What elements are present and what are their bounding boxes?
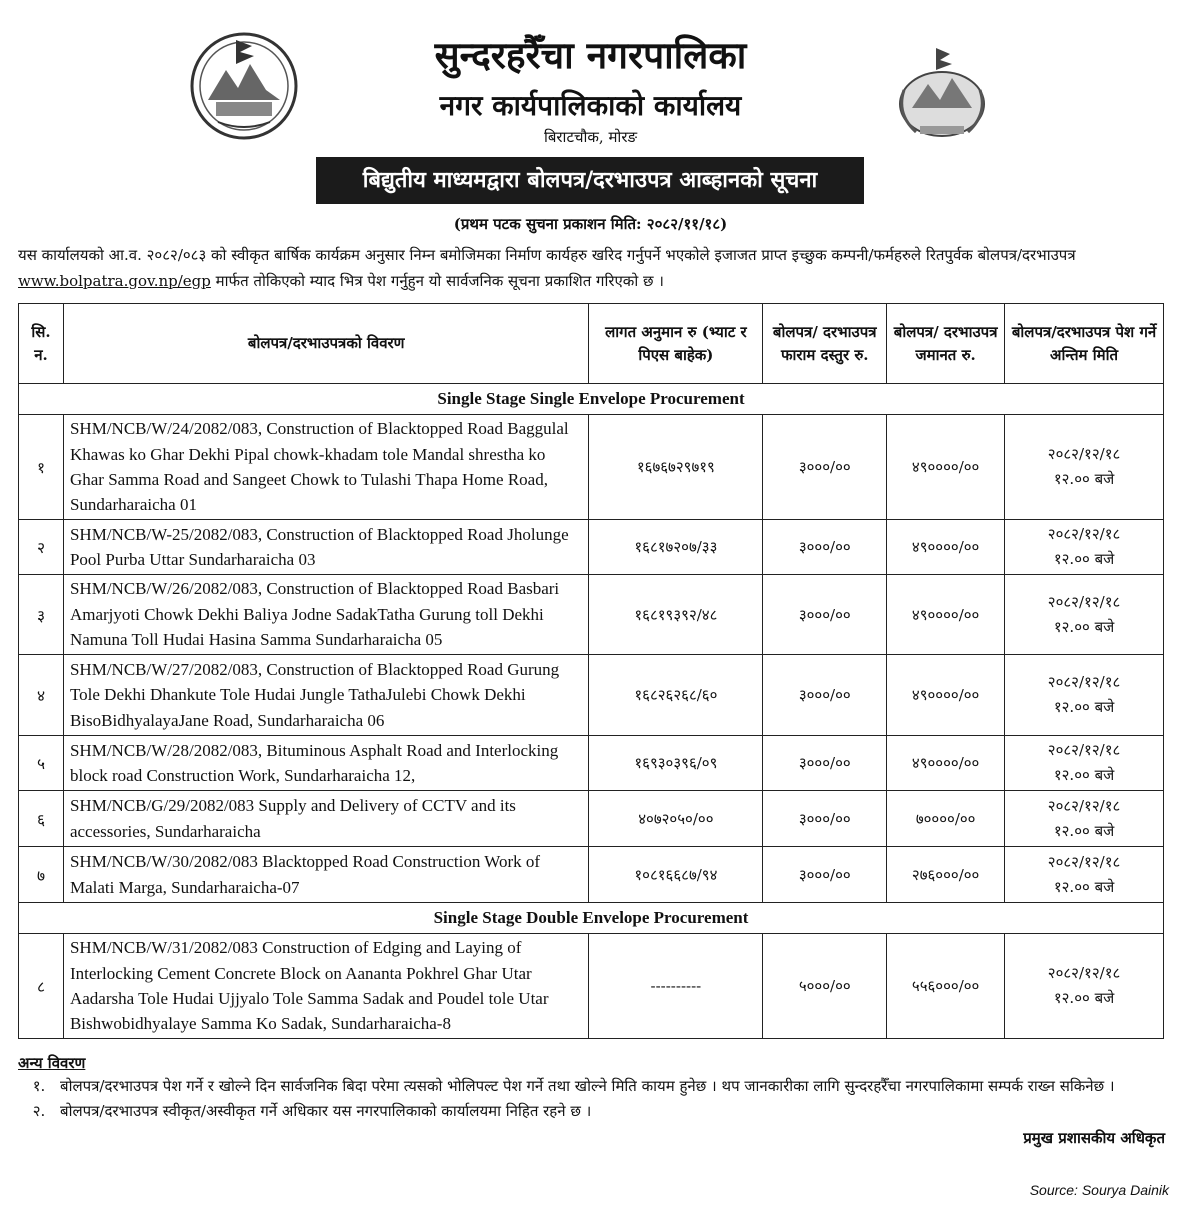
row-fee: ३०००/०० — [763, 520, 887, 575]
office-title: नगर कार्यपालिकाको कार्यालय — [439, 89, 742, 122]
table-row — [19, 847, 1164, 903]
row-fee: ३०००/०० — [763, 847, 887, 903]
table-row — [19, 520, 1164, 575]
table-row — [19, 575, 1164, 655]
row-time: १२.०० बजे — [1053, 821, 1115, 840]
row-time: १२.०० बजे — [1053, 766, 1115, 784]
row-desc: SHM/NCB/W-25/2082/083, Construction of Blacktopped Road Jholunge Pool Purba Uttar Sundarharaicha 03 — [63, 520, 588, 575]
row-sn: ३ — [19, 575, 64, 655]
row-cost: ---------- — [589, 934, 763, 1039]
table-row — [19, 934, 1164, 1039]
intro-text-2: मार्फत तोकिएको म्याद भित्र पेश गर्नुहुन यो सार्वजनिक सूचना प्रकाशित गरिएको छ । — [215, 272, 664, 290]
row-date: २०८२/१२/१८ — [1047, 741, 1121, 759]
table-row — [19, 736, 1164, 791]
table-row — [19, 655, 1164, 736]
row-desc: SHM/NCB/W/24/2082/083, Construction of Blacktopped Road Baggulal Khawas ko Ghar Dekhi Pipal chowk-khadam tole Mandal shrestha ko Ghar Samma Road and Sangeet Chowk to Tulashi Thapa Home Road, Sundarharaicha 01 — [63, 415, 588, 520]
header-cost: लागत अनुमान रु (भ्याट र पिएस बाहेक) — [589, 304, 763, 384]
row-sn: ७ — [19, 847, 64, 903]
row-desc: SHM/NCB/W/28/2082/083, Bituminous Asphalt Road and Interlocking block road Construction Work, Sundarharaicha 12, — [63, 736, 588, 791]
row-cost: १६७६७२९७१९ — [589, 415, 763, 520]
row-deadline — [1005, 520, 1164, 575]
other-details — [18, 1052, 1166, 1124]
row-date: २०८२/१२/१८ — [1047, 673, 1121, 691]
row-date: २०८२/१२/१८ — [1047, 852, 1121, 871]
row-sn: ६ — [19, 791, 64, 847]
source-credit: Source: Sourya Dainik — [1029, 1182, 1169, 1198]
tender-table — [18, 303, 1164, 1039]
row-cost: १०८१६६८७/९४ — [589, 847, 763, 903]
row-fee: ३०००/०० — [763, 791, 887, 847]
row-desc: SHM/NCB/W/27/2082/083, Construction of Blacktopped Road Gurung Tole Dekhi Dhankute Tole Hudai Jungle TathaJulebi Chowk Dekhi BisoBidhyalayaJane Road, Sundarharaicha 06 — [63, 655, 588, 736]
row-desc: SHM/NCB/G/29/2082/083 Supply and Delivery of CCTV and its accessories, Sundarharaicha — [63, 791, 588, 847]
egp-link[interactable]: www.bolpatra.gov.np/egp — [18, 272, 211, 290]
header-bond: बोलपत्र/ दरभाउपत्र जमानत रु. — [887, 304, 1005, 384]
header-desc: बोलपत्र/दरभाउपत्रको विवरण — [63, 304, 588, 384]
notice-banner: बिद्युतीय माध्यमद्वारा बोलपत्र/दरभाउपत्र आब्हानको सूचना — [316, 157, 864, 204]
row-bond: २७६०००/०० — [887, 847, 1005, 903]
table-header-row — [19, 304, 1164, 384]
row-desc: SHM/NCB/W/26/2082/083, Construction of Blacktopped Road Basbari Amarjyoti Chowk Dekhi Baliya Jodne SadakTatha Gurung toll Dekhi Namuna Toll Hudai Hasina Samma Sundarharaicha 05 — [63, 575, 588, 655]
note-number: २. — [32, 1102, 46, 1120]
row-deadline — [1005, 934, 1164, 1039]
row-date: २०८२/१२/१८ — [1047, 592, 1121, 611]
header-fee: बोलपत्र/ दरभाउपत्र फाराम दस्तुर रु. — [763, 304, 887, 384]
row-bond: ४९००००/०० — [887, 520, 1005, 575]
row-sn: २ — [19, 520, 64, 575]
row-date: २०८२/१२/१८ — [1047, 796, 1121, 815]
row-fee: ३०००/०० — [763, 575, 887, 655]
note-text: बोलपत्र/दरभाउपत्र स्वीकृत/अस्वीकृत गर्ने अधिकार यस नगरपालिकाको कार्यालयमा निहित रहने छ । — [60, 1102, 592, 1120]
row-bond: ५५६०००/०० — [887, 934, 1005, 1039]
section-row — [19, 384, 1164, 415]
row-time: १२.०० बजे — [1053, 877, 1115, 896]
row-time: १२.०० बजे — [1053, 550, 1115, 568]
row-bond: ४९००००/०० — [887, 575, 1005, 655]
row-cost: १६८२६२६८/६० — [589, 655, 763, 736]
row-cost: १६८१७२०७/३३ — [589, 520, 763, 575]
section-double-envelope: Single Stage Double Envelope Procurement — [19, 903, 1164, 934]
municipality-title: सुन्दरहरैँचा नगरपालिका — [434, 33, 747, 77]
row-bond: ४९००००/०० — [887, 736, 1005, 791]
row-date: २०८२/१२/१८ — [1047, 445, 1121, 463]
row-bond: ७००००/०० — [887, 791, 1005, 847]
row-fee: ५०००/०० — [763, 934, 887, 1039]
row-sn: ८ — [19, 934, 64, 1039]
row-sn: ५ — [19, 736, 64, 791]
note-number: १. — [32, 1077, 46, 1095]
section-single-envelope: Single Stage Single Envelope Procurement — [19, 384, 1164, 415]
row-deadline — [1005, 847, 1164, 903]
note-text: बोलपत्र/दरभाउपत्र पेश गर्ने र खोल्ने दिन सार्वजनिक बिदा परेमा त्यसको भोलिपल्ट पेश गर्ने तथा खोल्ने मिति कायम हुनेछ । थप जानकारीका लागि सुन्दरहरैँचा नगरपालिकामा सम्पर्क राख्न सकिनेछ । — [60, 1077, 1115, 1095]
row-cost: १६८१९३९२/४८ — [589, 575, 763, 655]
intro-paragraph — [18, 242, 1166, 294]
intro-text: यस कार्यालयको आ.व. २०८२/०८३ को स्वीकृत बार्षिक कार्यक्रम अनुसार निम्न बमोजिमका निर्माण कार्यहरु खरिद गर्नुपर्ने भएकोले इजाजत प्राप्त इच्छुक कम्पनी/फर्महरुले रितपुर्वक बोलपत्र/दरभाउपत्र — [18, 246, 1076, 264]
note-item — [18, 1074, 1166, 1099]
signatory-title: प्रमुख प्रशासकीय अधिकृत — [1023, 1129, 1165, 1147]
row-bond: ४९००००/०० — [887, 415, 1005, 520]
office-address: बिराटचौक, मोरङ — [543, 128, 638, 146]
row-date: २०८२/१२/१८ — [1047, 525, 1121, 543]
row-desc: SHM/NCB/W/31/2082/083 Construction of Edging and Laying of Interlocking Cement Concrete Block on Aananta Pokhrel Ghar Utar Aadarsha Tole Hudai Ujjyalo Tole Samma Sadak and Poudel tole Utar Bishwobidhyalaye Samma Ko Sadak, Sundarharaicha-8 — [63, 934, 588, 1039]
table-row — [19, 791, 1164, 847]
row-deadline — [1005, 655, 1164, 736]
row-time: १२.०० बजे — [1053, 617, 1115, 636]
other-details-title: अन्य विवरण — [18, 1054, 86, 1072]
publication-date: (प्रथम पटक सुचना प्रकाशन मिति: २०८२/११/१८) — [453, 215, 728, 233]
row-deadline — [1005, 575, 1164, 655]
row-time: १२.०० बजे — [1053, 989, 1115, 1007]
row-cost: १६९३०३९६/०९ — [589, 736, 763, 791]
row-date: २०८२/१२/१८ — [1047, 964, 1121, 982]
header-deadline: बोलपत्र/दरभाउपत्र पेश गर्ने अन्तिम मिति — [1005, 304, 1164, 384]
row-fee: ३०००/०० — [763, 415, 887, 520]
row-time: १२.०० बजे — [1053, 470, 1115, 488]
table-row — [19, 415, 1164, 520]
row-deadline — [1005, 415, 1164, 520]
row-sn: १ — [19, 415, 64, 520]
header-sn: सि. न. — [19, 304, 64, 384]
nepal-emblem-icon — [886, 44, 998, 140]
row-desc: SHM/NCB/W/30/2082/083 Blacktopped Road Construction Work of Malati Marga, Sundarharaicha-07 — [63, 847, 588, 903]
row-cost: ४०७२०५०/०० — [589, 791, 763, 847]
row-fee: ३०००/०० — [763, 736, 887, 791]
row-sn: ४ — [19, 655, 64, 736]
row-deadline — [1005, 736, 1164, 791]
section-row — [19, 903, 1164, 934]
note-item — [18, 1099, 1166, 1124]
row-time: १२.०० बजे — [1053, 698, 1115, 716]
row-fee: ३०००/०० — [763, 655, 887, 736]
notice-header — [0, 0, 1181, 205]
row-bond: ४९००००/०० — [887, 655, 1005, 736]
row-deadline — [1005, 791, 1164, 847]
